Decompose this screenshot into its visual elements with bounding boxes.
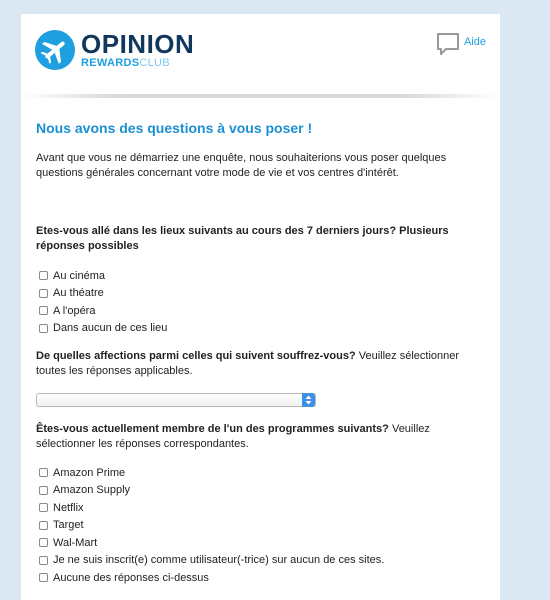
option-amazon-prime[interactable]: Amazon Prime (36, 464, 485, 482)
checkbox[interactable] (39, 486, 48, 495)
option-walmart[interactable]: Wal-Mart (36, 534, 485, 552)
checkbox[interactable] (39, 468, 48, 477)
header (21, 14, 500, 94)
survey-content (21, 120, 500, 587)
checkbox[interactable] (39, 289, 48, 298)
checkbox[interactable] (39, 521, 48, 530)
option-target[interactable]: Target (36, 517, 485, 535)
options-places (36, 267, 485, 337)
checkbox[interactable] (39, 573, 48, 582)
logo (35, 30, 194, 70)
checkbox[interactable] (39, 271, 48, 280)
checkbox[interactable] (39, 306, 48, 315)
option-cinema[interactable]: Au cinéma (36, 267, 485, 285)
logo-wordmark: OPINION (81, 29, 195, 59)
help-label[interactable]: Aide (463, 36, 486, 48)
conditions-select[interactable] (36, 393, 316, 407)
option-not-registered[interactable]: Je ne suis inscrit(e) comme utilisateur(-trice) sur aucun de ces sites. (36, 552, 485, 570)
option-opera[interactable]: A l'opéra (36, 302, 485, 320)
option-netflix[interactable]: Netflix (36, 499, 485, 517)
speech-bubble-icon (436, 32, 460, 61)
checkbox[interactable] (39, 538, 48, 547)
option-theatre[interactable]: Au théatre (36, 285, 485, 303)
checkbox[interactable] (39, 503, 48, 512)
page-title: Nous avons des questions à vous poser ! (36, 120, 313, 136)
intro-text: Avant que vous ne démarriez une enquête, nous souhaiterions vous poser quelques questions générales concernant votre mode de vie et vos centres d'intérêt. (36, 152, 447, 179)
logo-club: CLUB (139, 57, 170, 69)
option-none-programs[interactable]: Aucune des réponses ci-dessus (36, 569, 485, 587)
select-arrows-icon[interactable] (302, 393, 315, 407)
question-programs: Êtes-vous actuellement membre de l'un des programmes suivants? Veuillez sélectionner les réponses correspondantes. (36, 423, 430, 450)
header-divider (21, 94, 500, 98)
option-none-places[interactable]: Dans aucun de ces lieu (36, 320, 485, 338)
airplane-logo-icon (35, 30, 75, 70)
survey-card (21, 14, 500, 600)
help-link[interactable] (436, 32, 486, 61)
question-conditions: De quelles affections parmi celles qui suivent souffrez-vous? Veuillez sélectionner toutes les réponses applicables. (36, 350, 460, 377)
checkbox[interactable] (39, 324, 48, 333)
options-programs (36, 464, 485, 587)
option-amazon-supply[interactable]: Amazon Supply (36, 482, 485, 500)
logo-rewards: REWARDS (81, 57, 140, 69)
checkbox[interactable] (39, 556, 48, 565)
question-places: Etes-vous allé dans les lieux suivants au cours des 7 derniers jours? Plusieurs réponses possibles (36, 225, 449, 252)
